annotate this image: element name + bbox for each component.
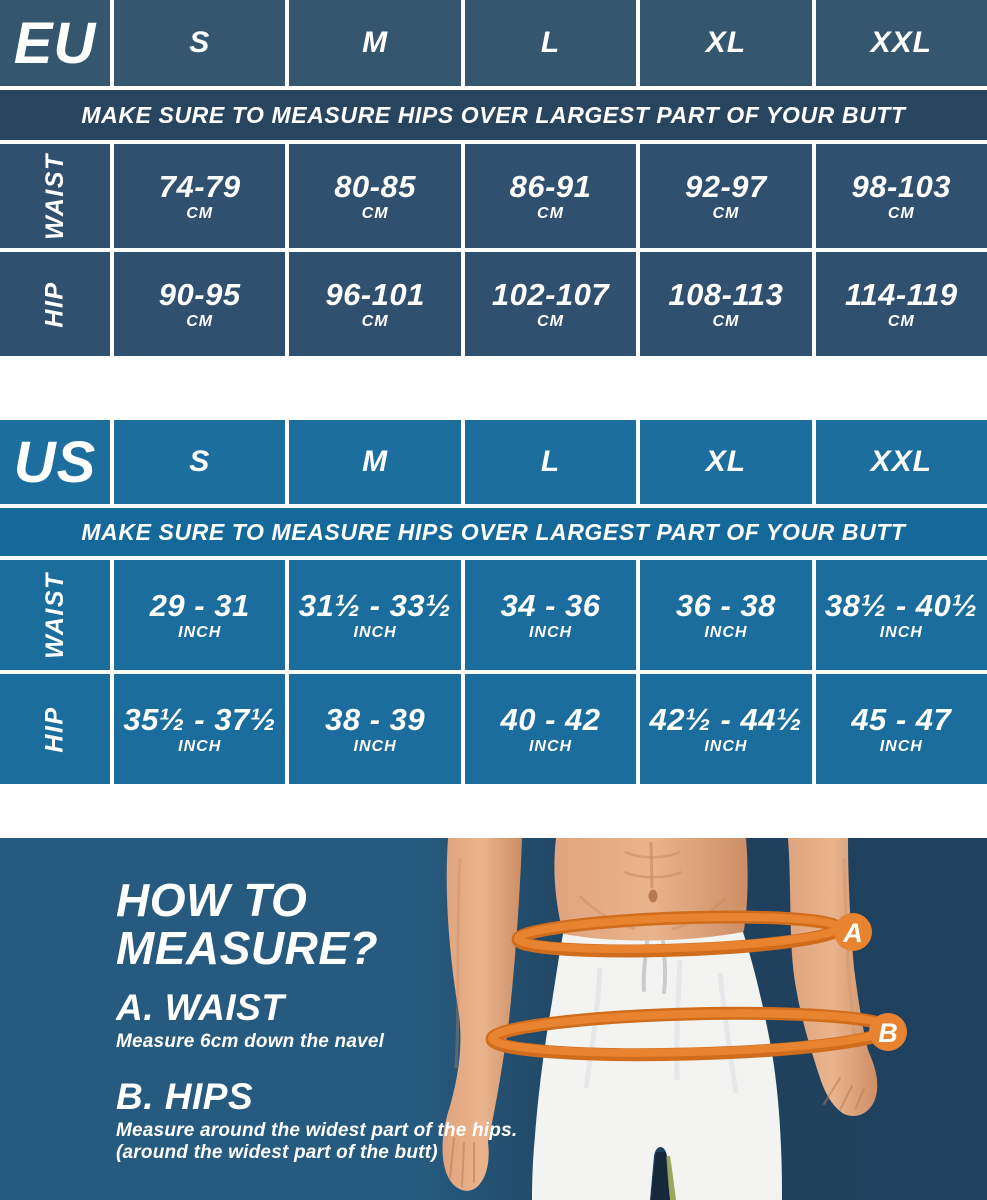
us-waist-s: 29 - 31 INCH [114, 560, 285, 670]
marker-a-label: A [843, 918, 863, 948]
eu-waist-s: 74-79 CM [114, 144, 285, 248]
us-hip-xxl: 45 - 47 INCH [816, 674, 987, 784]
eu-size-header-xxl: XXL [816, 0, 987, 86]
hips-description: Measure around the widest part of the hips. (around the widest part of the butt) [116, 1120, 518, 1164]
navel [649, 890, 658, 903]
us-waist-xl: 36 - 38 INCH [640, 560, 811, 670]
how-to-measure-section [0, 838, 987, 1200]
us-hip-xl: 42½ - 44½ INCH [640, 674, 811, 784]
eu-region-label: EU [0, 0, 110, 86]
us-hip-row-label: HIP [0, 674, 110, 784]
how-to-text-block [116, 876, 517, 1164]
us-size-header-s: S [114, 420, 285, 504]
us-size-table [0, 420, 987, 784]
eu-hip-m: 96-101 CM [289, 252, 460, 356]
us-measure-note: MAKE SURE TO MEASURE HIPS OVER LARGEST PART OF YOUR BUTT [0, 508, 987, 556]
eu-hip-s: 90-95 CM [114, 252, 285, 356]
eu-size-table [0, 0, 987, 356]
marker-b [869, 1013, 907, 1051]
us-size-header-xl: XL [640, 420, 811, 504]
us-size-header-m: M [289, 420, 460, 504]
us-size-header-l: L [465, 420, 636, 504]
us-waist-row-label: WAIST [0, 560, 110, 670]
us-size-header-xxl: XXL [816, 420, 987, 504]
us-waist-xxl: 38½ - 40½ INCH [816, 560, 987, 670]
eu-size-header-s: S [114, 0, 285, 86]
eu-waist-l: 86-91 CM [465, 144, 636, 248]
swim-shorts [532, 932, 782, 1200]
eu-waist-xl: 92-97 CM [640, 144, 811, 248]
us-waist-m: 31½ - 33½ INCH [289, 560, 460, 670]
eu-hip-l: 102-107 CM [465, 252, 636, 356]
eu-measure-note: MAKE SURE TO MEASURE HIPS OVER LARGEST PART OF YOUR BUTT [0, 90, 987, 140]
eu-size-header-xl: XL [640, 0, 811, 86]
us-hip-l: 40 - 42 INCH [465, 674, 636, 784]
eu-waist-row-label: WAIST [0, 144, 110, 248]
hips-heading: B. HIPS [116, 1076, 254, 1118]
eu-waist-m: 80-85 CM [289, 144, 460, 248]
marker-a [834, 913, 872, 951]
eu-hip-row-label: HIP [0, 252, 110, 356]
eu-waist-xxl: 98-103 CM [816, 144, 987, 248]
us-hip-s: 35½ - 37½ INCH [114, 674, 285, 784]
us-hip-m: 38 - 39 INCH [289, 674, 460, 784]
eu-size-header-l: L [465, 0, 636, 86]
waist-heading: A. WAIST [116, 986, 285, 1028]
how-to-title: HOW TO MEASURE? [116, 874, 379, 975]
waist-description: Measure 6cm down the navel [116, 1030, 385, 1052]
us-waist-l: 34 - 36 INCH [465, 560, 636, 670]
eu-hip-xl: 108-113 CM [640, 252, 811, 356]
us-region-label: US [0, 420, 110, 504]
marker-b-label: B [878, 1018, 898, 1048]
eu-size-header-m: M [289, 0, 460, 86]
eu-hip-xxl: 114-119 CM [816, 252, 987, 356]
